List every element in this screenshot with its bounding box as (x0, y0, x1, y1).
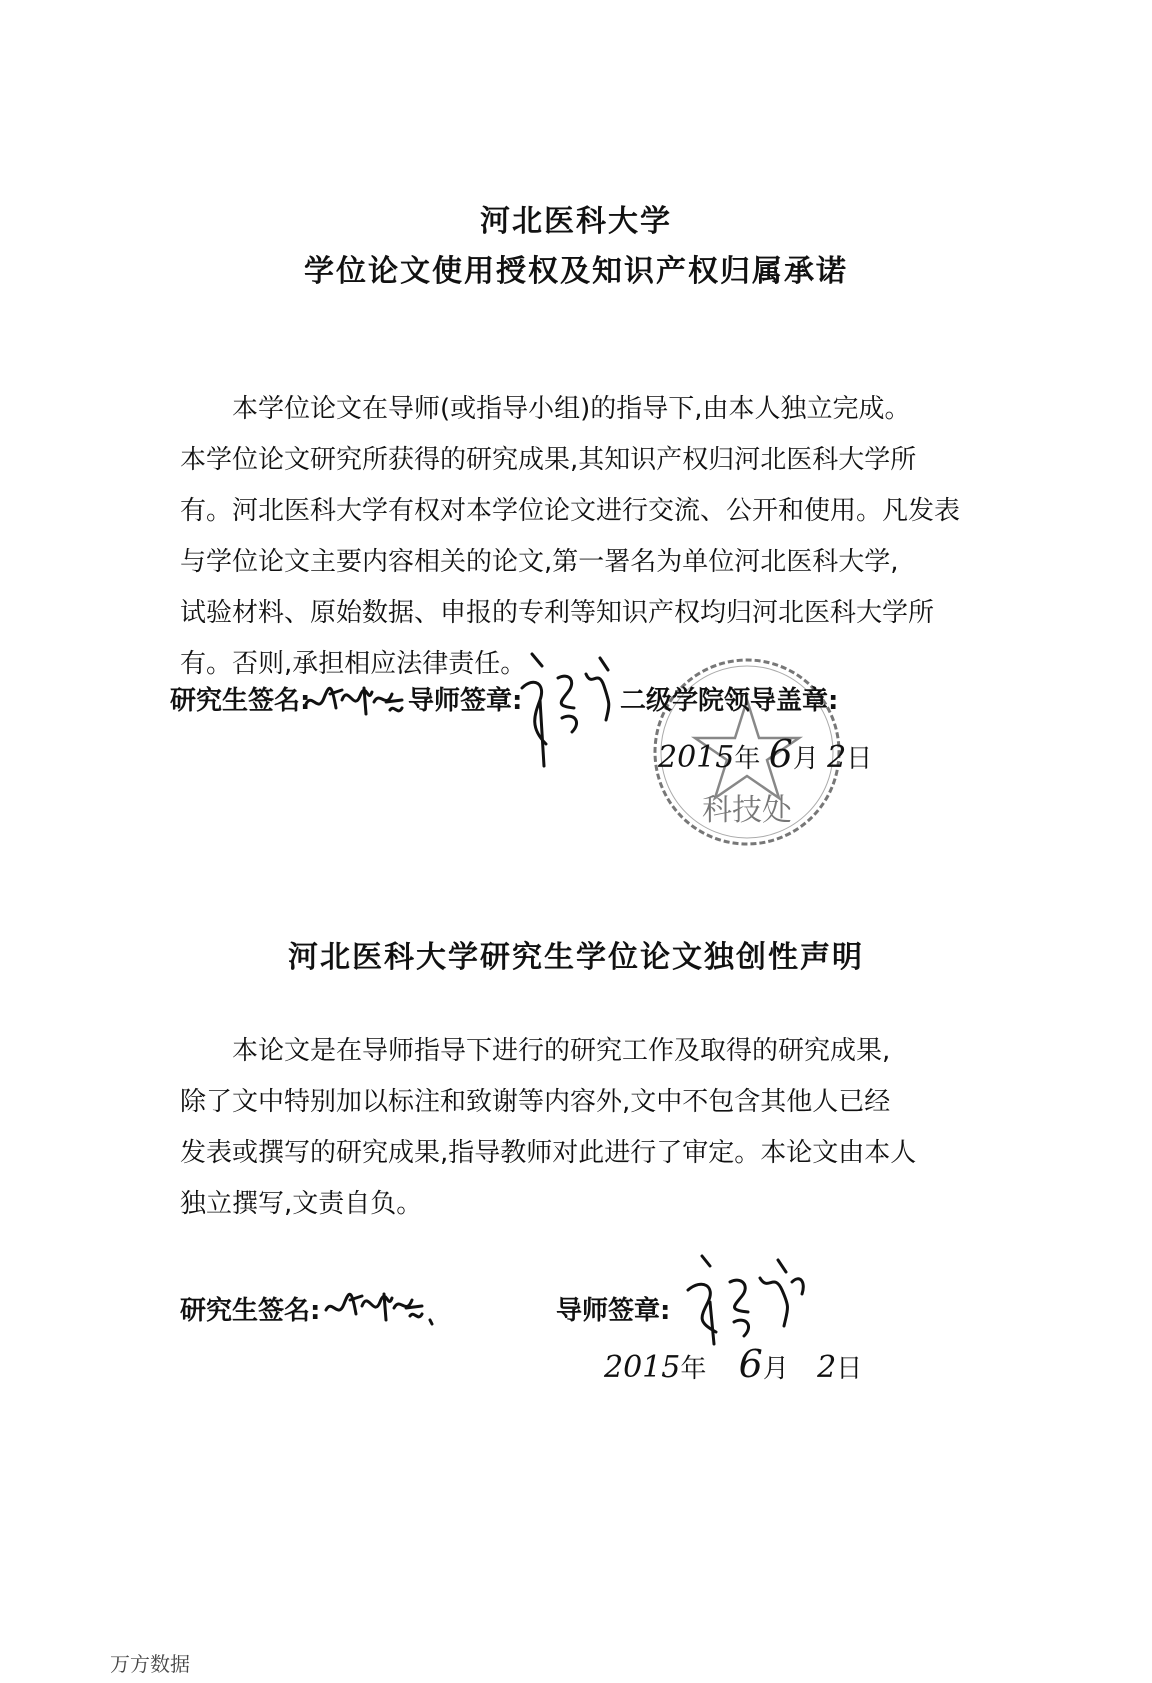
originality-paragraph (180, 1026, 960, 1230)
date-day-unit: 日 (836, 1354, 863, 1384)
paragraph-line: 本学位论文在导师(或指导小组)的指导下,由本人独立完成。 (232, 394, 911, 424)
date-month-unit: 月 (762, 1354, 789, 1384)
paragraph-line: 试验材料、原始数据、申报的专利等知识产权均归河北医科大学所 (180, 598, 935, 628)
date-section2 (604, 1342, 862, 1386)
date-month-unit: 月 (792, 744, 819, 774)
date-year: 2015 (604, 1350, 681, 1385)
paragraph-line: 与学位论文主要内容相关的论文,第一署名为单位河北医科大学, (180, 547, 899, 577)
date-month: 6 (768, 732, 793, 776)
date-month: 6 (738, 1342, 763, 1386)
date-day: 2 (827, 740, 847, 775)
date-year-unit: 年 (734, 744, 761, 774)
paragraph-line: 除了文中特别加以标注和致谢等内容外,文中不包含其他人已经 (180, 1087, 891, 1117)
paragraph-line: 有。河北医科大学有权对本学位论文进行交流、公开和使用。凡发表 (180, 496, 961, 526)
university-title: 河北医科大学 (480, 204, 672, 239)
paragraph-line: 有。否则,承担相应法律责任。 (180, 649, 527, 679)
date-section1 (658, 732, 872, 776)
student-signature-label: 研究生签名: (170, 686, 311, 716)
paragraph-line: 本学位论文研究所获得的研究成果,其知识产权归河北医科大学所 (180, 445, 917, 475)
originality-declaration-title: 河北医科大学研究生学位论文独创性声明 (288, 940, 864, 975)
date-day-unit: 日 (846, 744, 873, 774)
paragraph-line: 本论文是在导师指导下进行的研究工作及取得的研究成果, (232, 1036, 891, 1066)
advisor-signature-label: 导师签章: (408, 686, 523, 716)
paragraph-line: 发表或撰写的研究成果,指导教师对此进行了审定。本论文由本人 (180, 1138, 917, 1168)
date-day: 2 (817, 1350, 837, 1385)
student-signature-label-2: 研究生签名: (180, 1296, 321, 1326)
department-seal-label: 二级学院领导盖章: (620, 686, 839, 716)
student-handwritten-signature (302, 674, 407, 724)
authorization-paragraph (180, 384, 960, 690)
advisor-handwritten-signature-2 (680, 1252, 820, 1347)
authorization-title: 学位论文使用授权及知识产权归属承诺 (304, 254, 848, 289)
student-handwritten-signature-2 (322, 1280, 437, 1330)
advisor-handwritten-signature (512, 648, 622, 773)
date-year: 2015 (658, 740, 735, 775)
wanfang-watermark: 万方数据 (110, 1652, 190, 1676)
paragraph-line: 独立撰写,文责自负。 (180, 1189, 423, 1219)
advisor-signature-label-2: 导师签章: (556, 1296, 671, 1326)
seal-text: 科技处 (702, 793, 792, 828)
date-year-unit: 年 (680, 1354, 707, 1384)
